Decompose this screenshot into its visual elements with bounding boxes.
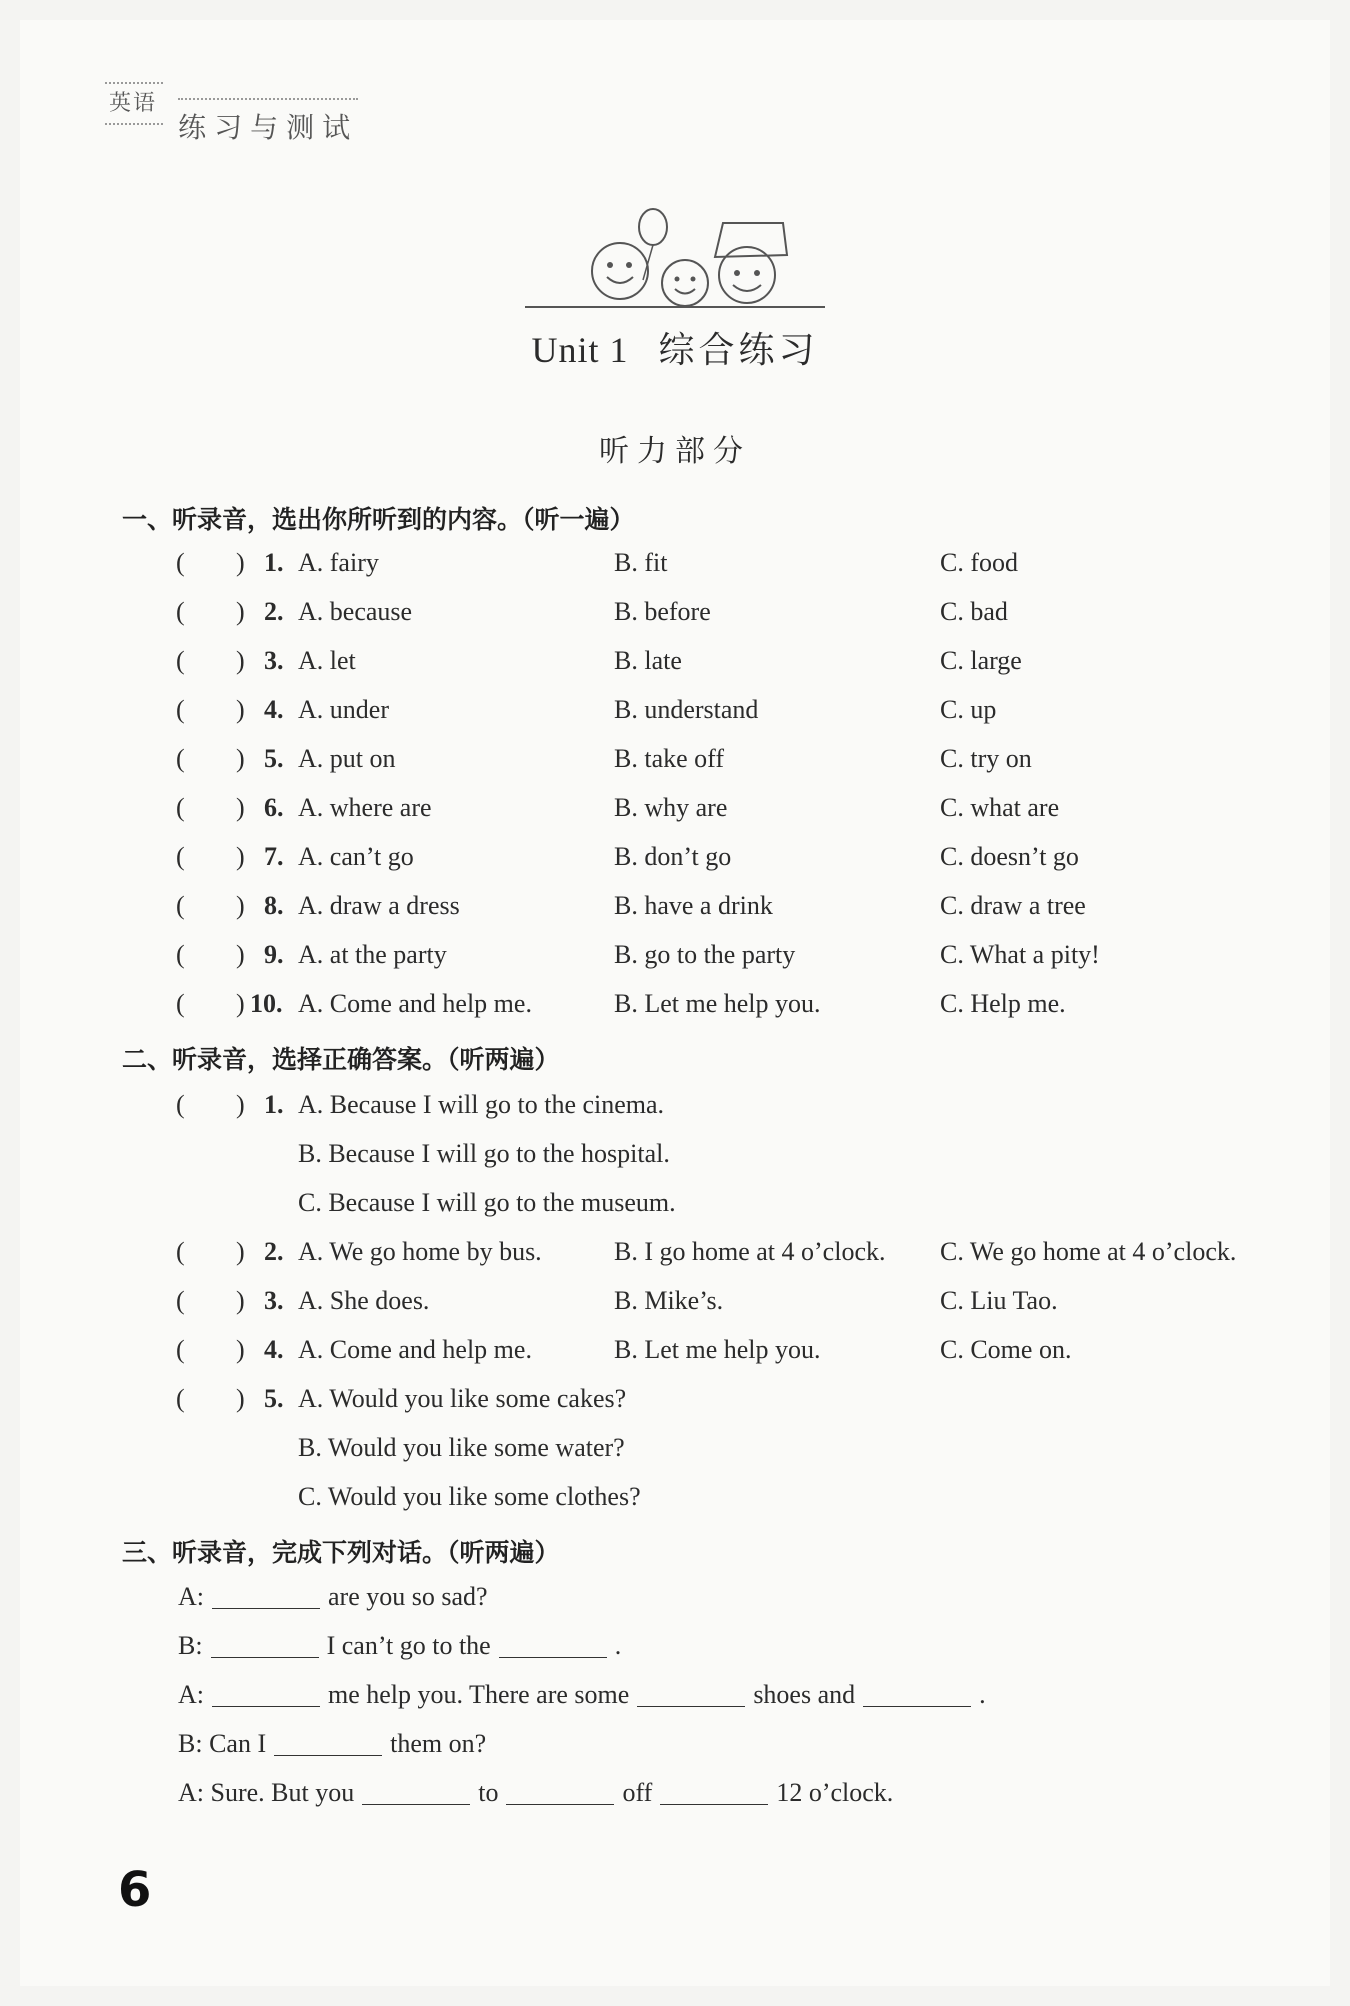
option-a: A. fairy <box>298 548 379 577</box>
s2-question-5-option-c <box>0 1482 1350 1522</box>
answer-paren-left: ( <box>176 940 185 969</box>
dialogue-text: . <box>979 1680 986 1709</box>
option-b: B. late <box>614 646 682 675</box>
answer-paren-left: ( <box>176 793 185 822</box>
speaker: B: <box>178 1631 203 1660</box>
blank-field[interactable] <box>212 1680 320 1707</box>
answer-paren-right: ) <box>236 646 245 675</box>
question-number: 3. <box>264 646 284 675</box>
answer-paren-right: ) <box>236 1090 245 1119</box>
dialogue-text: 12 o’clock. <box>776 1778 894 1807</box>
question-number: 10. <box>250 989 283 1018</box>
blank-field[interactable] <box>637 1680 745 1707</box>
blank-field[interactable] <box>660 1778 768 1805</box>
dialogue-line-5 <box>178 1778 893 1808</box>
option-a: A. Come and help me. <box>298 989 532 1018</box>
option-c: C. Because I will go to the museum. <box>298 1188 676 1217</box>
option-a: A. can’t go <box>298 842 414 871</box>
dialogue-line-3 <box>178 1680 986 1710</box>
section-1-title: 一、听录音，选出你所听到的内容。（听一遍） <box>122 505 635 534</box>
option-b: B. Would you like some water? <box>298 1433 625 1462</box>
s1-question-1 <box>0 548 1350 588</box>
answer-paren-left: ( <box>176 1286 185 1315</box>
option-a: A. because <box>298 597 413 626</box>
question-number: 4. <box>264 1335 284 1364</box>
answer-paren-left: ( <box>176 842 185 871</box>
option-c: C. We go home at 4 o’clock. <box>940 1237 1237 1266</box>
section-3-title: 三、听录音，完成下列对话。（听两遍） <box>122 1538 560 1567</box>
unit-title-en: Unit 1 <box>531 330 629 370</box>
question-number: 1. <box>264 1090 284 1119</box>
dialogue-text: Sure. But you <box>210 1778 355 1807</box>
option-a: A. draw a dress <box>298 891 460 920</box>
s1-question-4 <box>0 695 1350 735</box>
speaker: A: <box>178 1582 204 1611</box>
option-b: B. understand <box>614 695 759 724</box>
answer-paren-right: ) <box>236 989 245 1018</box>
answer-paren-left: ( <box>176 548 185 577</box>
answer-paren-left: ( <box>176 1335 185 1364</box>
option-c: C. what are <box>940 793 1060 822</box>
option-c: C. try on <box>940 744 1032 773</box>
option-c: C. up <box>940 695 997 724</box>
option-c: C. bad <box>940 597 1008 626</box>
dialogue-text: Can I <box>209 1729 267 1758</box>
answer-paren-left: ( <box>176 695 185 724</box>
option-b: B. I go home at 4 o’clock. <box>614 1237 886 1266</box>
book-header <box>105 82 358 146</box>
dialogue-text: I can’t go to the <box>326 1631 491 1660</box>
blank-field[interactable] <box>863 1680 971 1707</box>
answer-paren-right: ) <box>236 695 245 724</box>
option-c: C. Come on. <box>940 1335 1072 1364</box>
s2-question-5-option-b <box>0 1433 1350 1473</box>
option-c: C. doesn’t go <box>940 842 1079 871</box>
option-a: A. let <box>298 646 356 675</box>
dialogue-text: are you so sad? <box>328 1582 488 1611</box>
s1-question-2 <box>0 597 1350 637</box>
question-number: 5. <box>264 1384 284 1413</box>
answer-paren-right: ) <box>236 597 245 626</box>
question-number: 8. <box>264 891 284 920</box>
answer-paren-right: ) <box>236 1286 245 1315</box>
s1-question-9 <box>0 940 1350 980</box>
answer-paren-left: ( <box>176 891 185 920</box>
option-c: C. What a pity! <box>940 940 1100 969</box>
answer-paren-left: ( <box>176 744 185 773</box>
answer-paren-right: ) <box>236 842 245 871</box>
children-illustration <box>525 205 825 315</box>
question-number: 7. <box>264 842 284 871</box>
answer-paren-left: ( <box>176 597 185 626</box>
answer-paren-right: ) <box>236 1335 245 1364</box>
option-c: C. Help me. <box>940 989 1066 1018</box>
s1-question-5 <box>0 744 1350 784</box>
blank-field[interactable] <box>274 1729 382 1756</box>
option-b: B. have a drink <box>614 891 773 920</box>
blank-field[interactable] <box>211 1631 319 1658</box>
dialogue-line-1 <box>178 1582 488 1612</box>
answer-paren-left: ( <box>176 1237 185 1266</box>
option-b: B. Let me help you. <box>614 989 821 1018</box>
unit-title <box>0 322 1350 373</box>
section-2-title: 二、听录音，选择正确答案。（听两遍） <box>122 1045 560 1074</box>
option-a: A. Come and help me. <box>298 1335 532 1364</box>
option-a: A. Would you like some cakes? <box>298 1384 627 1413</box>
s1-question-7 <box>0 842 1350 882</box>
s2-question-2 <box>0 1237 1350 1277</box>
option-b: B. fit <box>614 548 668 577</box>
dialogue-line-4 <box>178 1729 486 1759</box>
option-c: C. food <box>940 548 1018 577</box>
dialogue-text: me help you. There are some <box>328 1680 630 1709</box>
answer-paren-left: ( <box>176 989 185 1018</box>
option-b: B. why are <box>614 793 728 822</box>
question-number: 3. <box>264 1286 284 1315</box>
s2-question-3 <box>0 1286 1350 1326</box>
dialogue-text: off <box>622 1778 653 1807</box>
answer-paren-right: ) <box>236 548 245 577</box>
option-c: C. draw a tree <box>940 891 1086 920</box>
option-a: A. put on <box>298 744 396 773</box>
s2-question-1-option-b <box>0 1139 1350 1179</box>
option-b: B. Let me help you. <box>614 1335 821 1364</box>
s1-question-6 <box>0 793 1350 833</box>
option-b: B. Because I will go to the hospital. <box>298 1139 670 1168</box>
option-b: B. Mike’s. <box>614 1286 724 1315</box>
blank-field[interactable] <box>499 1631 607 1658</box>
subject-tag: 英语 <box>105 82 163 125</box>
speaker: B: <box>178 1729 203 1758</box>
question-number: 6. <box>264 793 284 822</box>
option-a: A. at the party <box>298 940 447 969</box>
s1-question-8 <box>0 891 1350 931</box>
option-b: B. don’t go <box>614 842 732 871</box>
speaker: A: <box>178 1680 204 1709</box>
dialogue-line-2 <box>178 1631 621 1661</box>
question-number: 9. <box>264 940 284 969</box>
answer-paren-right: ) <box>236 744 245 773</box>
page-number: 6 <box>118 1862 152 1918</box>
option-a: A. where are <box>298 793 432 822</box>
answer-paren-right: ) <box>236 793 245 822</box>
question-number: 5. <box>264 744 284 773</box>
option-b: B. take off <box>614 744 724 773</box>
option-c: C. Would you like some clothes? <box>298 1482 641 1511</box>
option-b: B. before <box>614 597 711 626</box>
dialogue-text: . <box>614 1631 622 1660</box>
option-b: B. go to the party <box>614 940 796 969</box>
blank-field[interactable] <box>212 1582 320 1609</box>
option-a: A. Because I will go to the cinema. <box>298 1090 665 1119</box>
s2-question-4 <box>0 1335 1350 1375</box>
answer-paren-left: ( <box>176 646 185 675</box>
blank-field[interactable] <box>362 1778 470 1805</box>
speaker: A: <box>178 1778 204 1807</box>
answer-paren-right: ) <box>236 1384 245 1413</box>
s1-question-10 <box>0 989 1350 1029</box>
answer-paren-left: ( <box>176 1090 185 1119</box>
book-title: 练习与测试 <box>178 98 358 146</box>
option-c: C. Liu Tao. <box>940 1286 1058 1315</box>
option-c: C. large <box>940 646 1022 675</box>
question-number: 4. <box>264 695 284 724</box>
s2-question-1-option-c <box>0 1188 1350 1228</box>
option-a: A. She does. <box>298 1286 430 1315</box>
question-number: 1. <box>264 548 284 577</box>
question-number: 2. <box>264 1237 284 1266</box>
part-title: 听力部分 <box>599 434 751 469</box>
option-a: A. We go home by bus. <box>298 1237 542 1266</box>
s2-question-1 <box>0 1090 1350 1130</box>
answer-paren-right: ) <box>236 1237 245 1266</box>
option-a: A. under <box>298 695 389 724</box>
answer-paren-left: ( <box>176 1384 185 1413</box>
blank-field[interactable] <box>506 1778 614 1805</box>
question-number: 2. <box>264 597 284 626</box>
answer-paren-right: ) <box>236 891 245 920</box>
dialogue-text: them on? <box>390 1729 487 1758</box>
dialogue-text: to <box>478 1778 499 1807</box>
dialogue-text: shoes and <box>753 1680 856 1709</box>
answer-paren-right: ) <box>236 940 245 969</box>
s2-question-5 <box>0 1384 1350 1424</box>
s1-question-3 <box>0 646 1350 686</box>
unit-title-cn: 综合练习 <box>658 330 819 371</box>
